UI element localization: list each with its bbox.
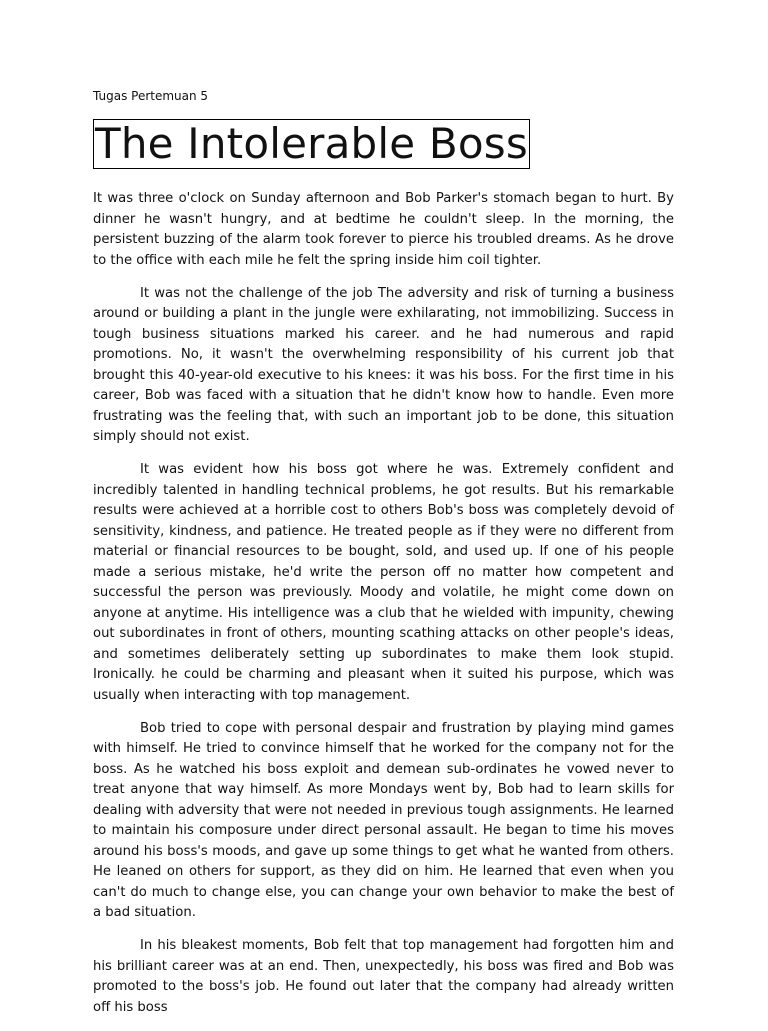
paragraph: In his bleakest moments, Bob felt that top management had forgotten him and his brilliant career was at an end. Then, unexpectedly, his boss was fired and Bob was promoted to the boss's job. He found out later that the company had already written off his boss xyxy=(93,938,674,1015)
paragraph: It was three o'clock on Sunday afternoon and Bob Parker's stomach began to hurt. By dinner he wasn't hungry, and at bedtime he couldn't sleep. In the morning, the persistent buzzing of the alarm took forever to pierce his troubled dreams. As he drove to the office with each mile he felt the spring inside him coil tighter. xyxy=(93,191,674,268)
document-body xyxy=(93,189,674,1031)
document-title: The Intolerable Boss xyxy=(95,119,528,168)
paragraph: It was evident how his boss got where he was. Extremely confident and incredibly talented in handling technical problems, he got results. But his remarkable results were achieved at a horrible cost to others Bob's boss was completely devoid of sensitivity, kindness, and patience. He treated people as if they were no different from material or financial resources to be bought, sold, and used up. If one of his people made a serious mistake, he'd write the person off no matter how competent and successful the person was previously. Moody and volatile, he might come down on anyone at anytime. His intelligence was a club that he wielded with impunity, chewing out subordinates in front of others, mounting scathing attacks on other people's ideas, and sometimes deliberately setting up subordinates to make them look stupid. Ironically. he could be charming and pleasant when it suited his purpose, which was usually when interacting with top management. xyxy=(93,462,674,703)
header-note: Tugas Pertemuan 5 xyxy=(93,89,209,103)
paragraph: It was not the challenge of the job The adversity and risk of turning a business around or building a plant in the jungle were exhilarating, not immobilizing. Success in tough business situations marked his career. and he had numerous and rapid promotions. No, it wasn't the overwhelming responsibility of his current job that brought this 40-year-old executive to his knees: it was his boss. For the first time in his career, Bob was faced with a situation that he didn't know how to handle. Even more frustrating was the feeling that, with such an important job to be done, this situation simply should not exist. xyxy=(93,285,674,444)
paragraph: Bob tried to cope with personal despair and frustration by playing mind games with himself. He tried to convince himself that he worked for the company not for the boss. As he watched his boss exploit and demean sub-ordinates he vowed never to treat anyone that way himself. As more Mondays went by, Bob had to learn skills for dealing with adversity that were not needed in previous tough assignments. He learned to maintain his composure under direct personal assault. He began to time his moves around his boss's moods, and gave up some things to get what he wanted from others. He leaned on others for support, as they did on him. He learned that even when you can't do much to change else, you can change your own behavior to make the best of a bad situation. xyxy=(93,720,674,920)
